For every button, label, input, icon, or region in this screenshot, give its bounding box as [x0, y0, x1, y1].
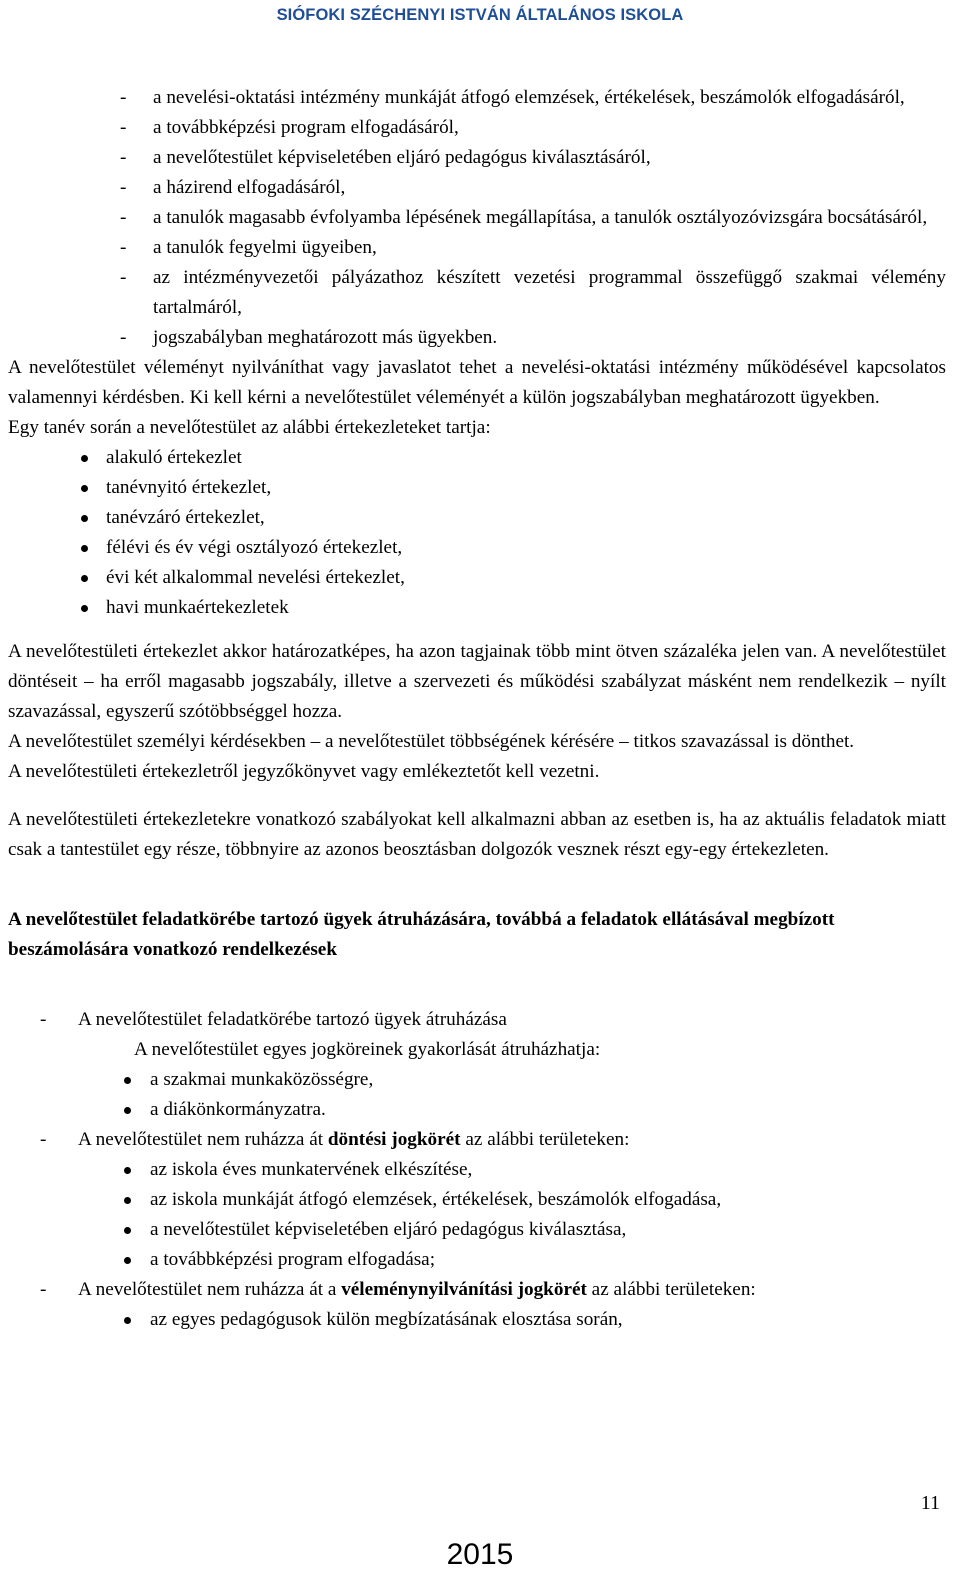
dash-list	[8, 83, 946, 353]
paragraph-meetings-intro: Egy tanév során a nevelőtestület az alábbi értekezleteket tartja:	[8, 417, 491, 438]
list-item: a nevelőtestület képviseletében eljáró pedagógus kiválasztása,	[8, 1215, 946, 1245]
dash-marker: -	[120, 267, 127, 288]
list-item: - az intézményvezetői pályázathoz készített vezetési programmal összefüggő szakmai vélemény tartalmáról,	[8, 263, 946, 323]
list-item: havi munkaértekezletek	[8, 593, 946, 623]
bullet-icon	[124, 1317, 131, 1324]
list-item: - a tanulók fegyelmi ügyeiben,	[8, 233, 946, 263]
list-item: - a nevelési-oktatási intézmény munkáját átfogó elemzések, értékelések, beszámolók elfogadásáról,	[8, 83, 946, 113]
decision-rights-list	[8, 1125, 946, 1155]
list-item: - a nevelőtestület képviseletében eljáró pedagógus kiválasztásáról,	[8, 143, 946, 173]
list-item: a szakmai munkaközösségre,	[8, 1065, 946, 1095]
list-item: az egyes pedagógusok külön megbízatásának elosztása során,	[8, 1305, 946, 1335]
list-item: tanévnyitó értekezlet,	[8, 473, 946, 503]
bullet-icon	[81, 575, 88, 582]
document-body	[8, 83, 946, 1335]
bullet-icon	[124, 1227, 131, 1234]
bullet-icon	[124, 1197, 131, 1204]
dash-marker: -	[120, 87, 127, 108]
list-item: félévi és év végi osztályozó értekezlet,	[8, 533, 946, 563]
bullet-list-opinion	[8, 1305, 946, 1335]
paragraph-opinion: A nevelőtestület véleményt nyilváníthat vagy javaslatot tehet a nevelési-oktatási intézmény működésével kapcsolatos valamennyi kérdésben. Ki kell kérni a nevelőtestület véleményét a külön jogszabályban meghatározott ügyekben.	[8, 357, 946, 408]
dash-marker: -	[120, 117, 127, 138]
list-item: a továbbképzési program elfogadása;	[8, 1245, 946, 1275]
dash-marker: -	[120, 207, 127, 228]
bullet-icon	[81, 605, 88, 612]
list-item: az iskola munkáját átfogó elemzések, értékelések, beszámolók elfogadása,	[8, 1185, 946, 1215]
dash-marker: -	[120, 237, 127, 258]
paragraph-rules: A nevelőtestületi értekezletekre vonatkozó szabályokat kell alkalmazni abban az esetben is, ha az aktuális feladatok miatt csak a tantestület egy része, többnyire az azonos beosztásban dolgozók vesznek részt egy-egy értekezleten.	[8, 809, 946, 860]
list-item: alakuló értekezlet	[8, 443, 946, 473]
footer-year: 2015	[446, 1538, 514, 1571]
list-item: évi két alkalommal nevelési értekezlet,	[8, 563, 946, 593]
bullet-icon	[81, 455, 88, 462]
dash-marker: -	[40, 1129, 47, 1150]
delegation-text: A nevelőtestület egyes jogköreinek gyakorlását átruházhatja:	[134, 1039, 601, 1060]
bullet-list-decision	[8, 1155, 946, 1275]
page-number: 11	[920, 1492, 940, 1514]
list-item: - A nevelőtestület feladatkörébe tartozó ügyek átruházása	[8, 1005, 946, 1035]
paragraph-secret-vote: A nevelőtestület személyi kérdésekben – a nevelőtestület többségének kérésére – titkos szavazással is dönthet.	[8, 731, 855, 752]
list-item: - a továbbképzési program elfogadásáról,	[8, 113, 946, 143]
bullet-list-delegation	[8, 1065, 946, 1125]
list-item: - A nevelőtestület nem ruházza át a véleménynyilvánítási jogkörét az alábbi területeken:	[8, 1275, 946, 1305]
list-item: - a tanulók magasabb évfolyamba lépésének megállapítása, a tanulók osztályozóvizsgára bocsátásáról,	[8, 203, 946, 233]
opinion-rights-list	[8, 1275, 946, 1305]
list-item: az iskola éves munkatervének elkészítése,	[8, 1155, 946, 1185]
bullet-icon	[81, 515, 88, 522]
paragraph-minutes: A nevelőtestületi értekezletről jegyzőkönyvet vagy emlékeztetőt kell vezetni.	[8, 761, 600, 782]
list-item: - jogszabályban meghatározott más ügyekben.	[8, 323, 946, 353]
list-item: a diákönkormányzatra.	[8, 1095, 946, 1125]
dash-marker: -	[120, 177, 127, 198]
list-item: - a házirend elfogadásáról,	[8, 173, 946, 203]
bullet-icon	[124, 1257, 131, 1264]
list-item: - A nevelőtestület nem ruházza át döntési jogkörét az alábbi területeken:	[8, 1125, 946, 1155]
delegation-list	[8, 1005, 946, 1035]
paragraph-quorum: A nevelőtestületi értekezlet akkor határozatképes, ha azon tagjainak több mint ötven százaléka jelen van. A nevelőtestület döntéseit – ha erről magasabb jogszabály, illetve a szervezeti és működési szabályzat másként nem rendelkezik – nyílt szavazással, egyszerű szótöbbséggel hozza.	[8, 641, 946, 722]
dash-marker: -	[120, 147, 127, 168]
dash-marker: -	[40, 1009, 47, 1030]
dash-marker: -	[120, 327, 127, 348]
section-heading: A nevelőtestület feladatkörébe tartozó ügyek átruházására, továbbá a feladatok ellátásával megbízott beszámolására vonatkozó rendelkezések	[8, 909, 835, 960]
bullet-icon	[124, 1167, 131, 1174]
bullet-list-meetings	[8, 443, 946, 623]
dash-marker: -	[40, 1279, 47, 1300]
bullet-icon	[81, 545, 88, 552]
page-header: SIÓFOKI SZÉCHENYI ISTVÁN ÁLTALÁNOS ISKOLA	[276, 6, 684, 24]
bullet-icon	[124, 1107, 131, 1114]
bullet-icon	[124, 1077, 131, 1084]
bullet-icon	[81, 485, 88, 492]
list-item: tanévzáró értekezlet,	[8, 503, 946, 533]
